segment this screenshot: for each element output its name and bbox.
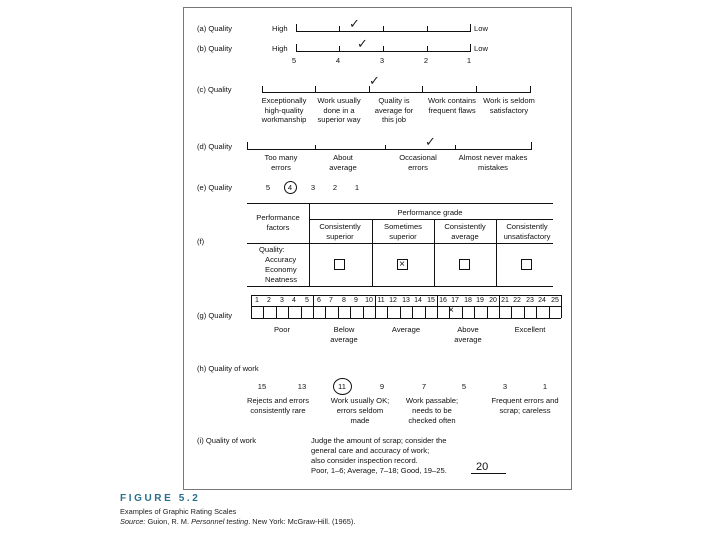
scale-i-label: (i) Quality of work xyxy=(197,436,257,445)
scale-g-number: 25 xyxy=(551,297,559,304)
scale-g-number: 20 xyxy=(489,297,497,304)
source-prefix: Source: xyxy=(120,517,146,526)
scale-g-divider xyxy=(288,306,289,318)
scale-e-label: (e) Quality xyxy=(197,183,233,192)
scale-c-tick xyxy=(315,86,316,93)
scale-f-border xyxy=(247,203,553,204)
scale-d-anchor: About average xyxy=(329,153,357,172)
figure-number: FIGURE 5.2 xyxy=(120,493,201,504)
scale-g-category: Above average xyxy=(454,325,482,344)
source-book: Personnel testing xyxy=(191,517,249,526)
scale-h-number: 1 xyxy=(542,382,548,391)
scale-h-label: (h) Quality of work xyxy=(197,364,259,373)
scale-a-tick xyxy=(339,26,340,32)
scale-i-line: Judge the amount of scrap; consider the xyxy=(311,436,447,445)
scale-g-divider xyxy=(400,306,401,318)
figure-title: Examples of Graphic Rating Scales xyxy=(120,507,237,516)
scale-b-number: 4 xyxy=(335,56,341,65)
scale-c-anchor: Quality is average for this job xyxy=(374,96,414,124)
scale-g-number: 1 xyxy=(255,297,259,304)
scale-g-category: Poor xyxy=(273,325,291,334)
scale-c-tick xyxy=(422,86,423,93)
scale-g-border xyxy=(251,306,561,307)
scale-g-divider xyxy=(363,306,364,318)
scale-d-end-right xyxy=(531,142,532,150)
scale-f-grade: Sometimes superior xyxy=(384,222,422,241)
scale-f-border xyxy=(372,219,373,286)
scale-b-checkmark: ✓ xyxy=(357,37,368,52)
scale-a-end-left xyxy=(296,24,297,32)
scale-f-label: (f) xyxy=(197,237,205,246)
scale-g-number: 17 xyxy=(451,297,459,304)
scale-d-tick xyxy=(455,145,456,150)
scale-g-divider xyxy=(524,306,525,318)
scale-f-x-mark: × xyxy=(399,259,405,270)
scale-g-border xyxy=(251,295,561,296)
scale-g-divider xyxy=(325,306,326,318)
scale-g-number: 2 xyxy=(267,297,271,304)
scale-a-low: Low xyxy=(474,24,488,33)
scale-a-high: High xyxy=(272,24,288,33)
scale-d-tick xyxy=(315,145,316,150)
scale-e-number: 2 xyxy=(332,183,338,192)
scale-h-number: 9 xyxy=(379,382,385,391)
scale-c-anchor: Work is seldom satisfactory xyxy=(483,96,535,115)
source-rest: . New York: McGraw-Hill. (1965). xyxy=(248,517,356,526)
scale-g-category: Below average xyxy=(330,325,358,344)
scale-f-grade: Consistently superior xyxy=(319,222,361,241)
scale-g-number: 19 xyxy=(476,297,484,304)
scale-g-divider xyxy=(338,306,339,318)
scale-a-tick xyxy=(427,26,428,32)
scale-g-number: 6 xyxy=(317,297,321,304)
scale-g-divider xyxy=(425,306,426,318)
scale-b-low: Low xyxy=(474,44,488,53)
scale-h-number: 3 xyxy=(502,382,508,391)
scale-d-checkmark: ✓ xyxy=(425,135,436,150)
scale-f-factor-item: Accuracy xyxy=(265,255,297,264)
scale-g-divider xyxy=(350,306,351,318)
scale-g-divider xyxy=(474,306,475,318)
scale-g-number: 16 xyxy=(439,297,447,304)
scale-b-number: 1 xyxy=(466,56,472,65)
scale-b-label: (b) Quality xyxy=(197,44,233,53)
scale-a-tick xyxy=(383,26,384,32)
scale-f-border xyxy=(247,286,553,287)
scale-b-tick xyxy=(383,46,384,52)
scale-h-circle xyxy=(333,378,352,395)
scale-g-number: 4 xyxy=(292,297,296,304)
scale-g-divider xyxy=(412,306,413,318)
scale-a-end-right xyxy=(470,24,471,32)
scale-g-number: 18 xyxy=(464,297,472,304)
scale-g-divider xyxy=(487,306,488,318)
scale-g-divider xyxy=(549,306,550,318)
scale-g-number: 14 xyxy=(414,297,422,304)
scale-g-border xyxy=(251,318,561,319)
scale-e-number: 4 xyxy=(287,183,293,192)
scale-i-answer-underline xyxy=(471,473,506,474)
scale-g-label: (g) Quality xyxy=(197,311,233,320)
scale-d-tick xyxy=(385,145,386,150)
scale-g-number: 7 xyxy=(329,297,333,304)
scale-g-number: 10 xyxy=(365,297,373,304)
scale-i-line: also consider inspection record. xyxy=(311,456,418,465)
scale-f-factor-item: Economy xyxy=(265,265,297,274)
scale-f-border xyxy=(247,243,553,244)
scale-g-number: 3 xyxy=(280,297,284,304)
scale-g-divider xyxy=(511,306,512,318)
scale-h-anchor: Work usually OK; errors seldom made xyxy=(330,396,390,425)
scale-g-number: 13 xyxy=(402,297,410,304)
scale-f-factors-header: Performance factors xyxy=(256,213,300,232)
scale-i-line: general care and accuracy of work; xyxy=(311,446,430,455)
scale-g-category: Excellent xyxy=(514,325,546,334)
scale-f-border xyxy=(434,219,435,286)
scale-g-border xyxy=(561,295,562,318)
scale-f-grade: Consistently average xyxy=(444,222,486,241)
scale-d-end-left xyxy=(247,142,248,150)
scale-g-number: 22 xyxy=(513,297,521,304)
scale-c-tick xyxy=(262,86,263,93)
scale-c-anchor: Work usually done in a superior way xyxy=(317,96,361,124)
scale-g-divider xyxy=(387,306,388,318)
scale-g-number: 8 xyxy=(342,297,346,304)
scale-h-number: 7 xyxy=(421,382,427,391)
scale-f-factor-title: Quality: xyxy=(259,245,285,254)
scale-d-anchor: Almost never makes mistakes xyxy=(458,153,528,172)
scale-f-border xyxy=(496,219,497,286)
scale-g-number: 12 xyxy=(389,297,397,304)
scale-d-anchor: Occasional errors xyxy=(399,153,437,172)
scale-g-divider xyxy=(462,306,463,318)
scale-c-anchor: Work contains frequent flaws xyxy=(428,96,476,115)
scale-h-number: 11 xyxy=(338,382,346,391)
scale-c-checkmark: ✓ xyxy=(369,74,380,89)
scale-c-tick xyxy=(476,86,477,93)
scale-b-number: 2 xyxy=(423,56,429,65)
scale-c-label: (c) Quality xyxy=(197,85,232,94)
scale-f-checkbox xyxy=(334,259,345,270)
scale-e-circle xyxy=(284,181,297,194)
scale-h-anchor: Frequent errors and scrap; careless xyxy=(491,396,559,415)
scale-b-number: 5 xyxy=(291,56,297,65)
scale-g-number: 9 xyxy=(354,297,358,304)
scale-g-divider xyxy=(276,306,277,318)
scale-g-divider xyxy=(301,306,302,318)
scale-f-grade: Consistently unsatisfactory xyxy=(503,222,551,241)
scale-g-divider xyxy=(263,306,264,318)
scale-g-number: 5 xyxy=(305,297,309,304)
source-author: Guion, R. M. xyxy=(145,517,192,526)
scale-f-checkbox xyxy=(521,259,532,270)
scale-g-number: 21 xyxy=(501,297,509,304)
scale-f-checkbox xyxy=(459,259,470,270)
scale-h-anchor: Work passable; needs to be checked often xyxy=(405,396,459,425)
scale-f-grade-header: Performance grade xyxy=(397,208,463,217)
scale-g-number: 11 xyxy=(377,297,385,304)
scale-d-label: (d) Quality xyxy=(197,142,233,151)
scale-e-number: 1 xyxy=(354,183,360,192)
scale-a-checkmark: ✓ xyxy=(349,17,360,32)
scale-b-high: High xyxy=(272,44,288,53)
scale-d-line xyxy=(247,149,531,150)
scale-h-number: 13 xyxy=(297,382,307,391)
scale-b-tick xyxy=(339,46,340,52)
scale-h-number: 15 xyxy=(257,382,267,391)
scale-b-end-left xyxy=(296,44,297,52)
scale-e-number: 5 xyxy=(265,183,271,192)
scale-h-number: 5 xyxy=(461,382,467,391)
scale-g-x-mark: × xyxy=(448,305,454,316)
scale-h-anchor: Rejects and errors consistently rare xyxy=(246,396,310,415)
scale-g-number: 24 xyxy=(538,297,546,304)
scale-i-answer: 20 xyxy=(476,461,489,473)
scale-g-category: Average xyxy=(391,325,421,334)
scale-d-anchor: Too many errors xyxy=(264,153,298,172)
scale-g-divider xyxy=(536,306,537,318)
scale-b-number: 3 xyxy=(379,56,385,65)
scale-e-number: 3 xyxy=(310,183,316,192)
scale-a-label: (a) Quality xyxy=(197,24,233,33)
scale-g-number: 23 xyxy=(526,297,534,304)
scale-c-anchor: Exceptionally high-quality workmanship xyxy=(261,96,307,124)
scale-g-number: 15 xyxy=(427,297,435,304)
scale-f-border xyxy=(309,219,553,220)
scale-f-border xyxy=(309,203,310,286)
figure-source xyxy=(120,517,355,526)
scale-b-end-right xyxy=(470,44,471,52)
scale-f-factor-item: Neatness xyxy=(265,275,298,284)
scale-i-line: Poor, 1–6; Average, 7–18; Good, 19–25. xyxy=(311,466,447,475)
scale-c-line xyxy=(262,92,530,93)
scale-c-tick xyxy=(530,86,531,93)
scale-b-tick xyxy=(427,46,428,52)
